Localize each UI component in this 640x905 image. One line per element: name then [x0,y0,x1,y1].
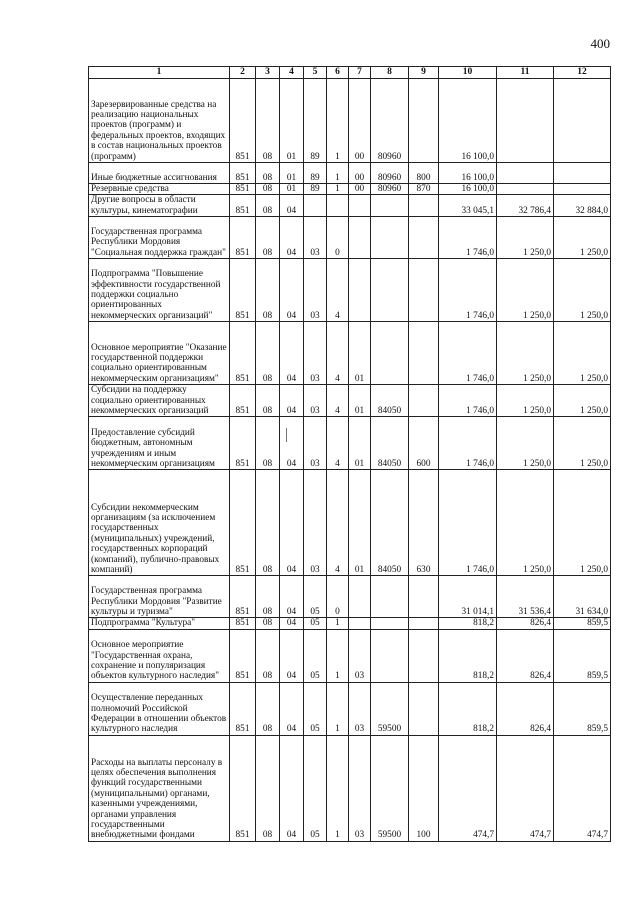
row-name-cell: Другие вопросы в области культуры, кинематографии [89,195,230,217]
table-cell: 08 [256,735,280,841]
column-header: 10 [439,67,497,79]
table-cell: 03 [304,217,327,259]
table-cell [409,217,439,259]
table-cell: 32 786,4 [497,195,554,217]
table-cell: 859,5 [554,618,611,629]
column-header: 12 [554,67,611,79]
table-cell: 851 [230,735,256,841]
table-cell: 800 [409,163,439,184]
table-cell: 59500 [371,682,409,735]
table-cell: 1 250,0 [497,417,554,470]
table-cell: 03 [304,417,327,470]
table-cell: 08 [256,195,280,217]
table-cell: 1 250,0 [554,322,611,385]
table-cell: 1 746,0 [439,259,497,322]
table-cell [371,217,409,259]
table-cell: 80960 [371,163,409,184]
table-cell: 03 [304,322,327,385]
table-cell: 1 250,0 [497,385,554,417]
table-row [89,417,611,470]
table-cell: 03 [304,385,327,417]
table-cell [409,195,439,217]
column-header: 1 [89,67,230,79]
table-row [89,79,611,163]
row-name-cell: Субсидии некоммерческим организациям (за исключением государственных (муниципальных) учреждений, государственных корпораций (компаний), публично-правовых компаний) [89,470,230,576]
table-cell: 1 [327,682,349,735]
table-body [89,79,611,842]
table-cell: 33 045,1 [439,195,497,217]
table-cell: 1 250,0 [554,259,611,322]
table-cell: 01 [280,79,304,163]
table-cell: 08 [256,618,280,629]
table-cell [497,163,554,184]
row-name-cell: Государственная программа Республики Мордовия "Развитие культуры и туризма" [89,576,230,618]
table-cell: 870 [409,184,439,195]
table-cell: 1 746,0 [439,385,497,417]
table-cell [554,184,611,195]
table-cell: 00 [349,163,371,184]
table-cell [349,259,371,322]
column-header: 4 [280,67,304,79]
table-cell: 08 [256,417,280,470]
table-cell: 826,4 [497,682,554,735]
table-cell: 03 [349,629,371,682]
row-name-cell: Резервные средства [89,184,230,195]
table-cell [371,322,409,385]
table-cell: 1 [327,618,349,629]
table-cell: 0 [327,576,349,618]
table-cell: 59500 [371,735,409,841]
table-cell: 01 [280,163,304,184]
table-row [89,322,611,385]
table-cell: 1 250,0 [497,217,554,259]
table-cell [497,184,554,195]
table-cell: 1 250,0 [497,259,554,322]
table-cell: 08 [256,576,280,618]
table-cell: 01 [349,470,371,576]
table-cell [349,618,371,629]
table-cell [349,195,371,217]
table-cell: 01 [280,184,304,195]
table-cell: 01 [349,417,371,470]
table-cell: 1 250,0 [497,322,554,385]
column-header: 7 [349,67,371,79]
row-name-cell: Иные бюджетные ассигнования [89,163,230,184]
table-cell [371,629,409,682]
table-cell: 04 [280,629,304,682]
table-cell: 04 [280,322,304,385]
table-cell: 00 [349,79,371,163]
table-row [89,259,611,322]
table-row [89,576,611,618]
table-cell: 89 [304,79,327,163]
table-cell [554,163,611,184]
table-cell: 04 [280,195,304,217]
table-cell [349,217,371,259]
table-cell [554,79,611,163]
table-cell: 851 [230,184,256,195]
table-cell: 16 100,0 [439,79,497,163]
table-cell [304,195,327,217]
table-cell: 1 746,0 [439,417,497,470]
table-cell: 474,7 [554,735,611,841]
table-cell [409,618,439,629]
row-name-cell: Основное мероприятие "Оказание государственной поддержки социально ориентированным некоммерческим организациям" [89,322,230,385]
table-cell: 03 [304,470,327,576]
table-cell: 04 [280,682,304,735]
table-cell: 851 [230,217,256,259]
table-cell: 851 [230,163,256,184]
table-cell: 851 [230,618,256,629]
row-name-cell: Подпрограмма "Культура" [89,618,230,629]
table-cell [371,259,409,322]
table-cell: 31 536,4 [497,576,554,618]
table-row [89,184,611,195]
column-header: 5 [304,67,327,79]
table-cell: 80960 [371,184,409,195]
table-cell: 04 [280,576,304,618]
table-cell: 05 [304,682,327,735]
table-cell: 851 [230,385,256,417]
table-cell: 04 [280,735,304,841]
table-cell: 84050 [371,385,409,417]
table-cell: 08 [256,217,280,259]
table-row [89,163,611,184]
table-cell: 851 [230,195,256,217]
table-cell: 05 [304,618,327,629]
table-cell: 08 [256,682,280,735]
table-cell: 08 [256,163,280,184]
table-cell: 851 [230,576,256,618]
table-cell: 4 [327,417,349,470]
table-cell: 826,4 [497,629,554,682]
table-cell: 32 884,0 [554,195,611,217]
table-cell: 05 [304,629,327,682]
table-cell: 1 250,0 [554,470,611,576]
table-cell: 600 [409,417,439,470]
table-cell: 1 [327,735,349,841]
table-cell: 1 [327,629,349,682]
table-cell: 4 [327,470,349,576]
table-cell: 826,4 [497,618,554,629]
table-cell: 89 [304,184,327,195]
table-cell: 08 [256,259,280,322]
column-header: 2 [230,67,256,79]
table-cell [409,79,439,163]
table-cell: 08 [256,79,280,163]
table-cell: 851 [230,629,256,682]
table-cell: 08 [256,184,280,195]
table-cell: 84050 [371,470,409,576]
table-cell: 16 100,0 [439,184,497,195]
table-cell: 08 [256,629,280,682]
table-cell: 89 [304,163,327,184]
table-cell: 851 [230,322,256,385]
table-cell: 84050 [371,417,409,470]
column-header: 8 [371,67,409,79]
table-cell: 851 [230,259,256,322]
table-cell: 100 [409,735,439,841]
budget-table [88,66,611,842]
table-cell: 1 746,0 [439,470,497,576]
table-cell: 01 [349,322,371,385]
header-row [89,67,611,79]
table-cell: 03 [349,682,371,735]
table-cell: 1 [327,79,349,163]
table-cell: 31 014,1 [439,576,497,618]
table-cell: 80960 [371,79,409,163]
table-cell: 1 746,0 [439,217,497,259]
table-cell: 1 [327,184,349,195]
page-number: 400 [590,36,610,51]
table-cell: 1 250,0 [554,417,611,470]
table-cell: 08 [256,385,280,417]
table-row [89,629,611,682]
table-cell: 4 [327,385,349,417]
table-cell: 1 250,0 [554,217,611,259]
table-cell [371,618,409,629]
column-header: 3 [256,67,280,79]
table-cell: 01 [349,385,371,417]
row-name-cell: Подпрограмма "Повышение эффективности государственной поддержки социально ориентированных некоммерческих организаций" [89,259,230,322]
table-header [89,67,611,79]
row-name-cell: Предоставление субсидий бюджетным, автономным учреждениям и иным некоммерческим организациям [89,417,230,470]
row-name-cell: Осуществление переданных полномочий Российской Федерации в отношении объектов культурного наследия [89,682,230,735]
table-cell [409,259,439,322]
table-cell: 04 [280,259,304,322]
table-cell: 859,5 [554,629,611,682]
table-cell [409,576,439,618]
table-cell: 474,7 [497,735,554,841]
table-cell: 04 [280,417,304,470]
table-row [89,470,611,576]
table-cell: 474,7 [439,735,497,841]
row-name-cell: Основное мероприятие "Государственная охрана, сохранение и популяризация объектов культурного наследия" [89,629,230,682]
table-cell: 630 [409,470,439,576]
table-cell [409,385,439,417]
table-row [89,682,611,735]
table-row [89,735,611,841]
table-cell: 851 [230,470,256,576]
table-cell: 03 [349,735,371,841]
column-header: 11 [497,67,554,79]
table-cell [371,576,409,618]
table-cell [409,322,439,385]
table-cell: 0 [327,217,349,259]
table-cell: 4 [327,322,349,385]
table-cell: 1 250,0 [497,470,554,576]
table-row [89,217,611,259]
table-cell: 04 [280,618,304,629]
table-cell [327,195,349,217]
table-cell [409,629,439,682]
column-header: 9 [409,67,439,79]
table-cell: 4 [327,259,349,322]
table-cell: 08 [256,470,280,576]
table-cell: 05 [304,576,327,618]
table-cell: 851 [230,682,256,735]
table-cell: 04 [280,470,304,576]
table-cell: 1 250,0 [554,385,611,417]
row-name-cell: Государственная программа Республики Мордовия "Социальная поддержка граждан" [89,217,230,259]
table-cell [409,682,439,735]
table-cell: 31 634,0 [554,576,611,618]
table-row [89,385,611,417]
table-cell: 851 [230,79,256,163]
table-cell: 04 [280,385,304,417]
table-cell: 00 [349,184,371,195]
table-cell: 04 [280,217,304,259]
table-cell: 16 100,0 [439,163,497,184]
table-cell [497,79,554,163]
table-cell: 859,5 [554,682,611,735]
table-cell: 1 746,0 [439,322,497,385]
column-header: 6 [327,67,349,79]
row-name-cell: Субсидии на поддержку социально ориентированных некоммерческих организаций [89,385,230,417]
table-cell: 818,2 [439,618,497,629]
table-cell [349,576,371,618]
row-name-cell: Расходы на выплаты персоналу в целях обеспечения выполнения функций государственными (муниципальными) органами, казенными учреждениями, органами управления государственными внебюджетными фондами [89,735,230,841]
table-cell: 818,2 [439,682,497,735]
table-cell: 08 [256,322,280,385]
table-row [89,618,611,629]
table-row [89,195,611,217]
row-name-cell: Зарезервированные средства на реализацию национальных проектов (программ) и федеральных проектов, входящих в состав национальных проектов (программ) [89,79,230,163]
table-cell [371,195,409,217]
table-cell: 1 [327,163,349,184]
table-cell: 818,2 [439,629,497,682]
table-cell: 851 [230,417,256,470]
table-cell: 05 [304,735,327,841]
table-cell: 03 [304,259,327,322]
